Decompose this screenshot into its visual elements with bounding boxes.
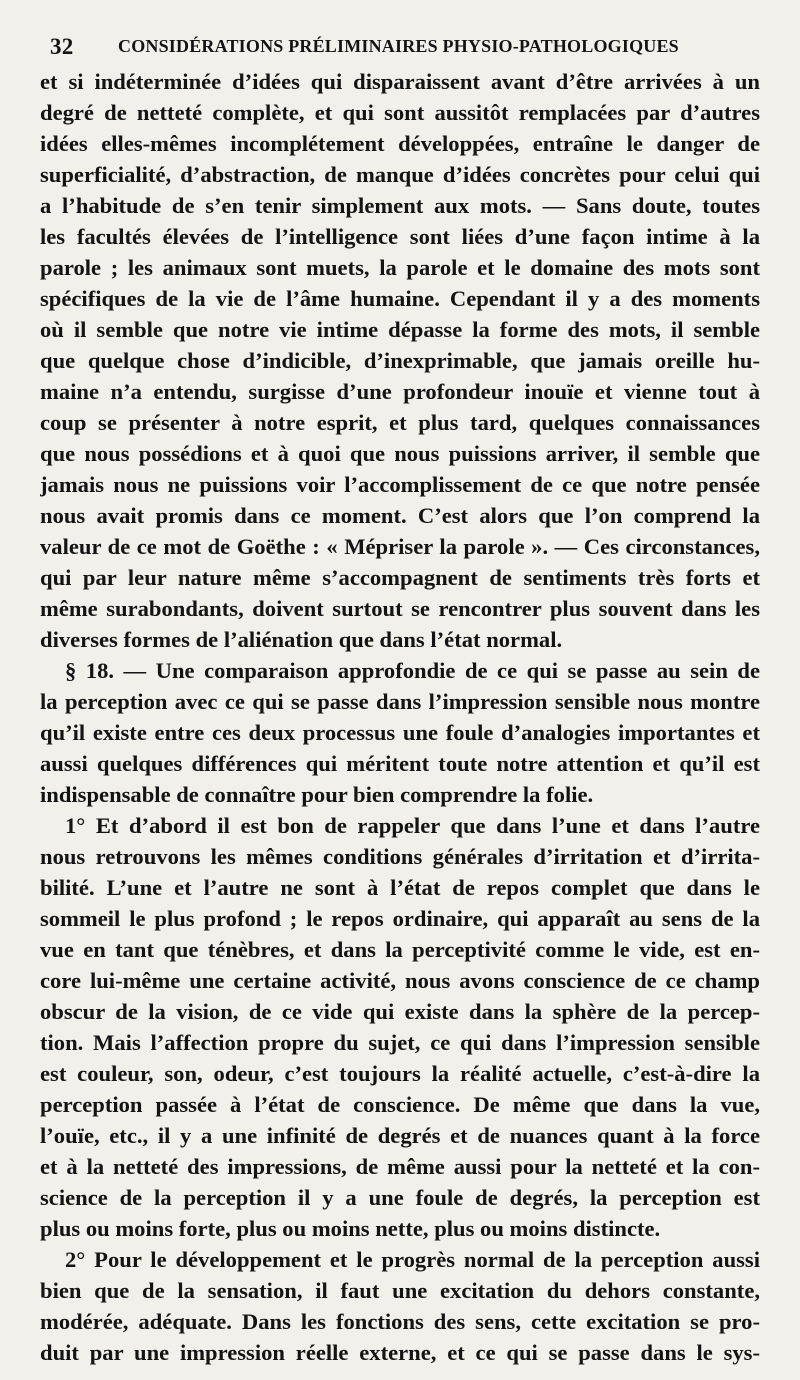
text-line: superficialité, d’abstraction, de manque d’idées concrètes pour celui qui — [40, 162, 760, 187]
text-line: perception passée à l’état de conscience. De même que dans la vue, — [40, 1092, 760, 1117]
text-line: bilité. L’une et l’autre ne sont à l’état de repos complet que dans le — [40, 875, 760, 900]
text-line: idées elles-mêmes incomplétement développées, entraîne le danger de — [40, 131, 760, 156]
text-line: l’ouïe, etc., il y a une infinité de degrés et de nuances quant à la force — [40, 1123, 760, 1148]
text-line: que nous possédions et à quoi que nous puissions arriver, il semble que — [40, 441, 760, 466]
text-line: coup se présenter à notre esprit, et plus tard, quelques connaissances — [40, 410, 760, 435]
text-line: degré de netteté complète, et qui sont aussitôt remplacées par d’autres — [40, 100, 760, 125]
text-line: duit par une impression réelle externe, et ce qui se passe dans le sys- — [40, 1340, 760, 1365]
text-line: et à la netteté des impressions, de même aussi pour la netteté et la con- — [40, 1154, 760, 1179]
point-2-start: 2° Pour le développement et le progrès normal de la perception aussi — [65, 1247, 760, 1272]
text-line: et si indéterminée d’idées qui disparaissent avant d’être arrivées à un — [40, 69, 760, 94]
text-line: qui par leur nature même s’accompagnent de sentiments très forts et — [40, 565, 760, 590]
running-head: CONSIDÉRATIONS PRÉLIMINAIRES PHYSIO-PATHOLOGIQUES — [118, 36, 679, 56]
text-line: nous avait promis dans ce moment. C’est alors que l’on comprend la — [40, 503, 760, 528]
text-line: où il semble que notre vie intime dépasse la forme des mots, il semble — [40, 317, 760, 342]
text-line: bien que de la sensation, il faut une excitation du dehors constante, — [40, 1278, 760, 1303]
text-line: la perception avec ce qui se passe dans l’impression sensible nous montre — [40, 689, 760, 714]
text-line: qu’il existe entre ces deux processus une foule d’analogies importantes et — [40, 720, 760, 745]
paragraph-end-line: diverses formes de l’aliénation que dans l’état normal. — [40, 627, 563, 652]
text-line: science de la perception il y a une foule de degrés, la perception est — [40, 1185, 760, 1210]
text-line: a l’habitude de s’en tenir simplement aux mots. — Sans doute, toutes — [40, 193, 760, 218]
text-line: que quelque chose d’indicible, d’inexprimable, que jamais oreille hu- — [40, 348, 760, 373]
text-line: vue en tant que ténèbres, et dans la perceptivité comme le vide, est en- — [40, 937, 760, 962]
text-line: tion. Mais l’affection propre du sujet, ce qui dans l’impression sensible — [40, 1030, 760, 1055]
text-line: spécifiques de la vie de l’âme humaine. Cependant il y a des moments — [40, 286, 760, 311]
text-line: core lui-même une certaine activité, nous avons conscience de ce champ — [40, 968, 760, 993]
text-line: maine n’a entendu, surgisse d’une profondeur inouïe et vienne tout à — [40, 379, 760, 404]
section-18-start: § 18. — Une comparaison approfondie de ce qui se passe au sein de — [65, 658, 760, 683]
paragraph-end-line: indispensable de connaître pour bien comprendre la folie. — [40, 782, 594, 807]
text-line: jamais nous ne puissions voir l’accomplissement de ce que notre pensée — [40, 472, 760, 497]
text-line: sommeil le plus profond ; le repos ordinaire, qui apparaît au sens de la — [40, 906, 760, 931]
text-line: les facultés élevées de l’intelligence sont liées d’une façon intime à la — [40, 224, 760, 249]
text-line: obscur de la vision, de ce vide qui existe dans la sphère de la percep- — [40, 999, 760, 1024]
text-line: nous retrouvons les mêmes conditions générales d’irritation et d’irrita- — [40, 844, 760, 869]
text-line: modérée, adéquate. Dans les fonctions des sens, cette excitation se pro- — [40, 1309, 760, 1334]
text-line: aussi quelques différences qui méritent toute notre attention et qu’il est — [40, 751, 760, 776]
text-line: parole ; les animaux sont muets, la parole et le domaine des mots sont — [40, 255, 760, 280]
text-line: valeur de ce mot de Goëthe : « Mépriser la parole ». — Ces circonstances, — [40, 534, 760, 559]
text-line: est couleur, son, odeur, c’est toujours la réalité actuelle, c’est-à-dire la — [40, 1061, 760, 1086]
page-number: 32 — [50, 34, 74, 59]
paragraph-end-line: plus ou moins forte, plus ou moins nette, plus ou moins distincte. — [40, 1216, 661, 1241]
text-line: même surabondants, doivent surtout se rencontrer plus souvent dans les — [40, 596, 760, 621]
page-header — [50, 34, 760, 64]
point-1-start: 1° Et d’abord il est bon de rappeler que dans l’une et dans l’autre — [65, 813, 760, 838]
